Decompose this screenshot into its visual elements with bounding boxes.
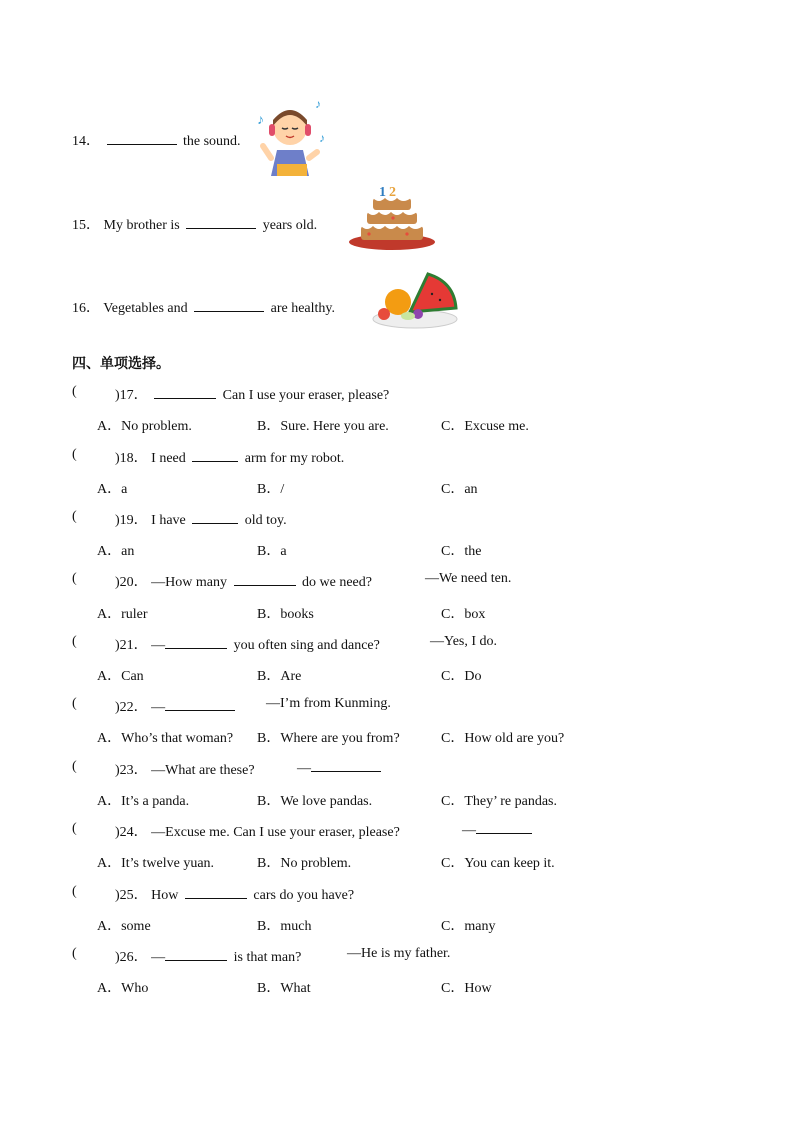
answer-blank[interactable]	[194, 299, 264, 312]
question-text: is that man?	[233, 950, 302, 965]
question-text: —What are these?	[151, 763, 255, 778]
option-a[interactable]: A．No problem.	[97, 419, 192, 434]
answer-blank[interactable]	[476, 821, 532, 834]
question-number: )17．	[115, 388, 148, 403]
svg-text:♪: ♪	[319, 131, 325, 145]
question-text: years old.	[262, 218, 318, 233]
option-c[interactable]: C．How old are you?	[441, 731, 565, 746]
option-c[interactable]: C．an	[441, 482, 478, 497]
question-number: )23．	[115, 763, 148, 778]
question-text: I have	[151, 513, 186, 528]
answer-paren[interactable]: (	[72, 884, 77, 899]
answer-blank[interactable]	[186, 216, 256, 229]
question-number: 14．	[72, 134, 100, 149]
question-text: arm for my robot.	[244, 451, 345, 466]
question-text: do we need?	[302, 575, 372, 590]
option-b[interactable]: B．books	[257, 607, 314, 622]
option-b[interactable]: B．/	[257, 482, 285, 497]
question-number: 15．	[72, 218, 100, 233]
svg-text:2: 2	[389, 185, 396, 200]
child-listening-music-icon	[255, 98, 333, 178]
answer-blank[interactable]	[192, 449, 238, 462]
answer-blank[interactable]	[165, 636, 227, 649]
answer-blank[interactable]	[154, 386, 216, 399]
answer-paren[interactable]: (	[72, 634, 77, 649]
question-text: —Excuse me. Can I use your eraser, please?	[151, 825, 400, 840]
answer-prefix: —	[462, 821, 535, 839]
question-number: )21．	[115, 638, 148, 653]
svg-text:♪: ♪	[257, 113, 264, 128]
option-a[interactable]: A．an	[97, 544, 135, 559]
option-a[interactable]: A．Can	[97, 669, 144, 684]
question-number: )22．	[115, 700, 148, 715]
option-b[interactable]: B．What	[257, 981, 311, 996]
question-number: )20．	[115, 575, 148, 590]
answer-blank[interactable]	[165, 948, 227, 961]
question-number: )19．	[115, 513, 148, 528]
option-c[interactable]: C．Excuse me.	[441, 419, 529, 434]
answer-blank[interactable]	[234, 573, 296, 586]
option-a[interactable]: A．a	[97, 482, 128, 497]
answer-blank[interactable]	[107, 132, 177, 145]
svg-text:1: 1	[379, 185, 386, 200]
option-c[interactable]: C．the	[441, 544, 482, 559]
question-text: you often sing and dance?	[233, 638, 380, 653]
answer-blank[interactable]	[185, 886, 247, 899]
question-number: 16．	[72, 301, 100, 316]
question-text: How	[151, 888, 179, 903]
question-15	[72, 214, 317, 234]
option-c[interactable]: C．How	[441, 981, 492, 996]
answer-paren[interactable]: (	[72, 821, 77, 836]
option-c[interactable]: C．You can keep it.	[441, 856, 555, 871]
answer-text: —I’m from Kunming.	[266, 696, 391, 711]
question-text: Can I use your eraser, please?	[222, 388, 390, 403]
svg-text:♪: ♪	[315, 98, 321, 111]
answer-paren[interactable]: (	[72, 946, 77, 961]
birthday-cake-icon	[347, 182, 437, 254]
option-a[interactable]: A．some	[97, 919, 151, 934]
fruit-plate-icon	[370, 272, 460, 330]
answer-blank[interactable]	[165, 698, 235, 711]
option-b[interactable]: B．No problem.	[257, 856, 352, 871]
answer-paren[interactable]: (	[72, 384, 77, 399]
question-text: the sound.	[183, 134, 241, 149]
question-number: )25．	[115, 888, 148, 903]
option-a[interactable]: A．Who’s that woman?	[97, 731, 234, 746]
answer-paren[interactable]: (	[72, 509, 77, 524]
option-c[interactable]: C．many	[441, 919, 496, 934]
option-c[interactable]: C．Do	[441, 669, 482, 684]
option-a[interactable]: A．ruler	[97, 607, 148, 622]
option-b[interactable]: B．Are	[257, 669, 302, 684]
option-c[interactable]: C．They’ re pandas.	[441, 794, 557, 809]
answer-blank[interactable]	[311, 759, 381, 772]
option-b[interactable]: B．We love pandas.	[257, 794, 373, 809]
option-a[interactable]: A．Who	[97, 981, 149, 996]
question-number: )18．	[115, 451, 148, 466]
answer-text: —We need ten.	[425, 571, 512, 586]
answer-blank[interactable]	[192, 511, 238, 524]
question-text: are healthy.	[270, 301, 335, 316]
option-a[interactable]: A．It’s a panda.	[97, 794, 190, 809]
section-heading: 四、单项选择。	[72, 356, 170, 372]
option-b[interactable]: B．Sure. Here you are.	[257, 419, 389, 434]
question-number: )26．	[115, 950, 148, 965]
question-text: I need	[151, 451, 186, 466]
question-text: cars do you have?	[253, 888, 355, 903]
answer-text: —He is my father.	[347, 946, 451, 961]
question-text: —	[151, 638, 166, 653]
option-b[interactable]: B．Where are you from?	[257, 731, 400, 746]
answer-paren[interactable]: (	[72, 571, 77, 586]
answer-paren[interactable]: (	[72, 447, 77, 462]
question-text: —How many	[151, 575, 227, 590]
answer-paren[interactable]: (	[72, 696, 77, 711]
question-text: My brother is	[103, 218, 180, 233]
question-text: —	[151, 950, 166, 965]
answer-text: —Yes, I do.	[430, 634, 498, 649]
question-14	[72, 130, 241, 150]
question-16	[72, 297, 335, 317]
question-text: old toy.	[244, 513, 287, 528]
option-b[interactable]: B．a	[257, 544, 287, 559]
option-c[interactable]: C．box	[441, 607, 486, 622]
option-a[interactable]: A．It’s twelve yuan.	[97, 856, 215, 871]
option-b[interactable]: B．much	[257, 919, 312, 934]
answer-prefix: —	[297, 759, 384, 777]
question-text: —	[151, 700, 166, 715]
answer-paren[interactable]: (	[72, 759, 77, 774]
question-number: )24．	[115, 825, 148, 840]
question-text: Vegetables and	[103, 301, 188, 316]
